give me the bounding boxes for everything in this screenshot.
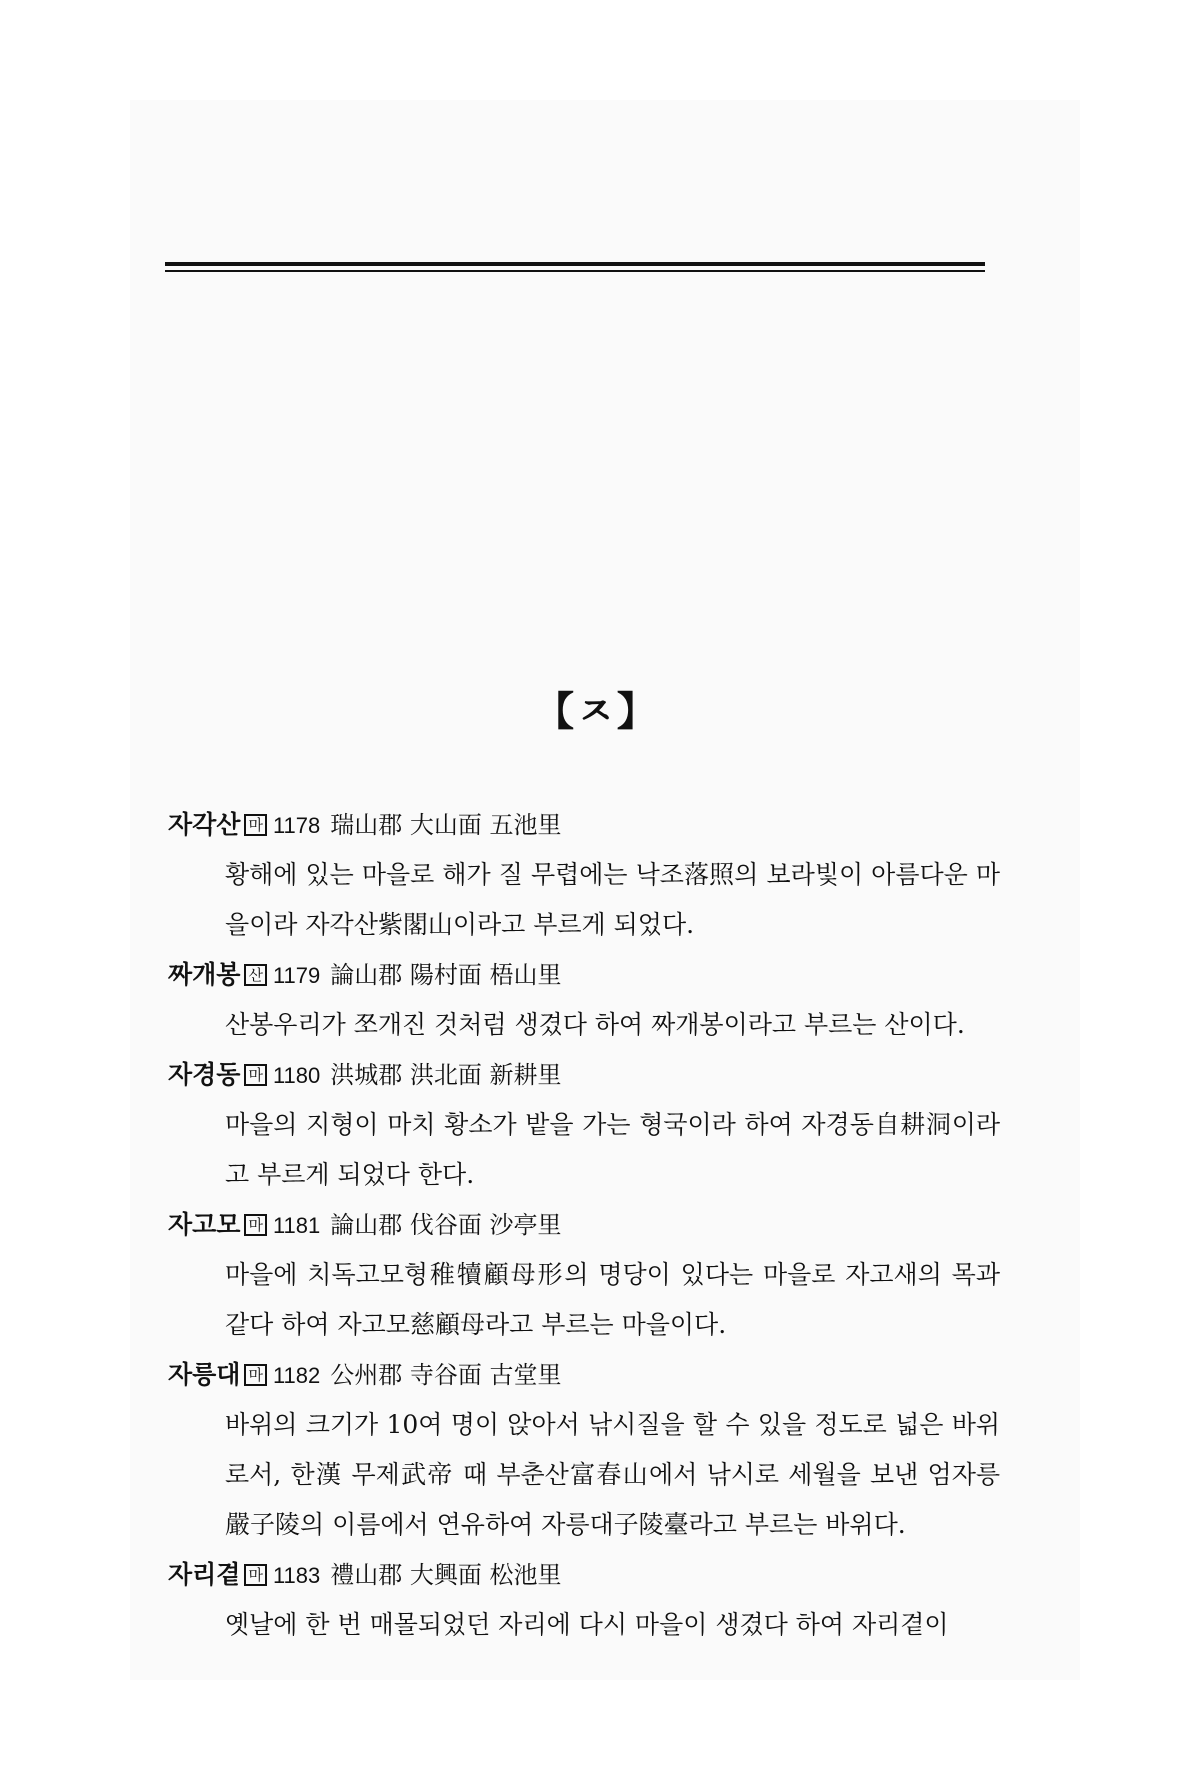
dictionary-entry — [168, 1050, 998, 1200]
entry-type-mark: 마 — [244, 1214, 267, 1236]
dictionary-entry — [168, 950, 998, 1050]
entry-body: 마을에 치독고모형稚犢顧母形의 명당이 있다는 마을로 자고새의 목과 같다 하여 자고모慈顧母라고 부르는 마을이다. — [225, 1260, 1000, 1339]
entry-head — [168, 800, 998, 850]
entry-location: 論山郡 伐谷面 沙亭里 — [330, 1211, 562, 1239]
entry-body: 옛날에 한 번 매몰되었던 자리에 다시 마을이 생겼다 하여 자리곁이 — [225, 1610, 949, 1639]
entry-type-mark: 마 — [244, 814, 267, 836]
entry-type-mark: 마 — [244, 1064, 267, 1086]
dictionary-entry — [168, 1550, 998, 1650]
entry-body: 마을의 지형이 마치 황소가 밭을 가는 형국이라 하여 자경동自耕洞이라고 부르게 되었다 한다. — [225, 1110, 1000, 1189]
header-rule-thin — [165, 270, 985, 272]
entry-location: 瑞山郡 大山面 五池里 — [330, 811, 562, 839]
entry-number: 1181 — [272, 1213, 321, 1238]
dictionary-entry — [168, 800, 998, 950]
entry-type-mark: 마 — [244, 1364, 267, 1386]
entry-body: 산봉우리가 쪼개진 것처럼 생겼다 하여 짜개봉이라고 부르는 산이다. — [225, 1010, 965, 1039]
entry-type-mark: 산 — [244, 964, 267, 986]
entry-headword: 자리곁 — [168, 1560, 241, 1589]
entry-headword: 자고모 — [168, 1210, 241, 1239]
entry-head — [168, 1550, 998, 1600]
section-heading: 【ㅈ】 — [534, 688, 659, 735]
entry-head — [168, 950, 998, 1000]
entry-number: 1182 — [272, 1363, 321, 1388]
entry-head — [168, 1050, 998, 1100]
entry-headword: 짜개봉 — [168, 960, 241, 989]
dictionary-entry — [168, 1350, 998, 1550]
entry-list — [168, 800, 998, 1650]
header-rule-thick — [165, 262, 985, 266]
entry-headword: 자경동 — [168, 1060, 241, 1089]
entry-location: 洪城郡 洪北面 新耕里 — [330, 1061, 562, 1089]
entry-head — [168, 1350, 998, 1400]
entry-type-mark: 마 — [244, 1564, 267, 1586]
entry-number: 1178 — [272, 813, 321, 838]
entry-headword: 자릉대 — [168, 1360, 241, 1389]
entry-body: 바위의 크기가 10여 명이 앉아서 낚시질을 할 수 있을 정도로 넓은 바위로서, 한漢 무제武帝 때 부춘산富春山에서 낚시로 세월을 보낸 엄자릉嚴子陵의 이름에서 연유하여 자릉대子陵臺라고 부르는 바위다. — [225, 1410, 1000, 1539]
entry-body: 황해에 있는 마을로 해가 질 무렵에는 낙조落照의 보라빛이 아름다운 마을이라 자각산紫閣山이라고 부르게 되었다. — [225, 860, 1000, 939]
entry-location: 公州郡 寺谷面 古堂里 — [330, 1361, 562, 1389]
entry-headword: 자각산 — [168, 810, 241, 839]
entry-number: 1179 — [272, 963, 321, 988]
entry-location: 禮山郡 大興面 松池里 — [330, 1561, 562, 1589]
entry-number: 1183 — [272, 1563, 321, 1588]
dictionary-entry — [168, 1200, 998, 1350]
entry-location: 論山郡 陽村面 梧山里 — [330, 961, 562, 989]
entry-head — [168, 1200, 998, 1250]
entry-number: 1180 — [272, 1063, 321, 1088]
